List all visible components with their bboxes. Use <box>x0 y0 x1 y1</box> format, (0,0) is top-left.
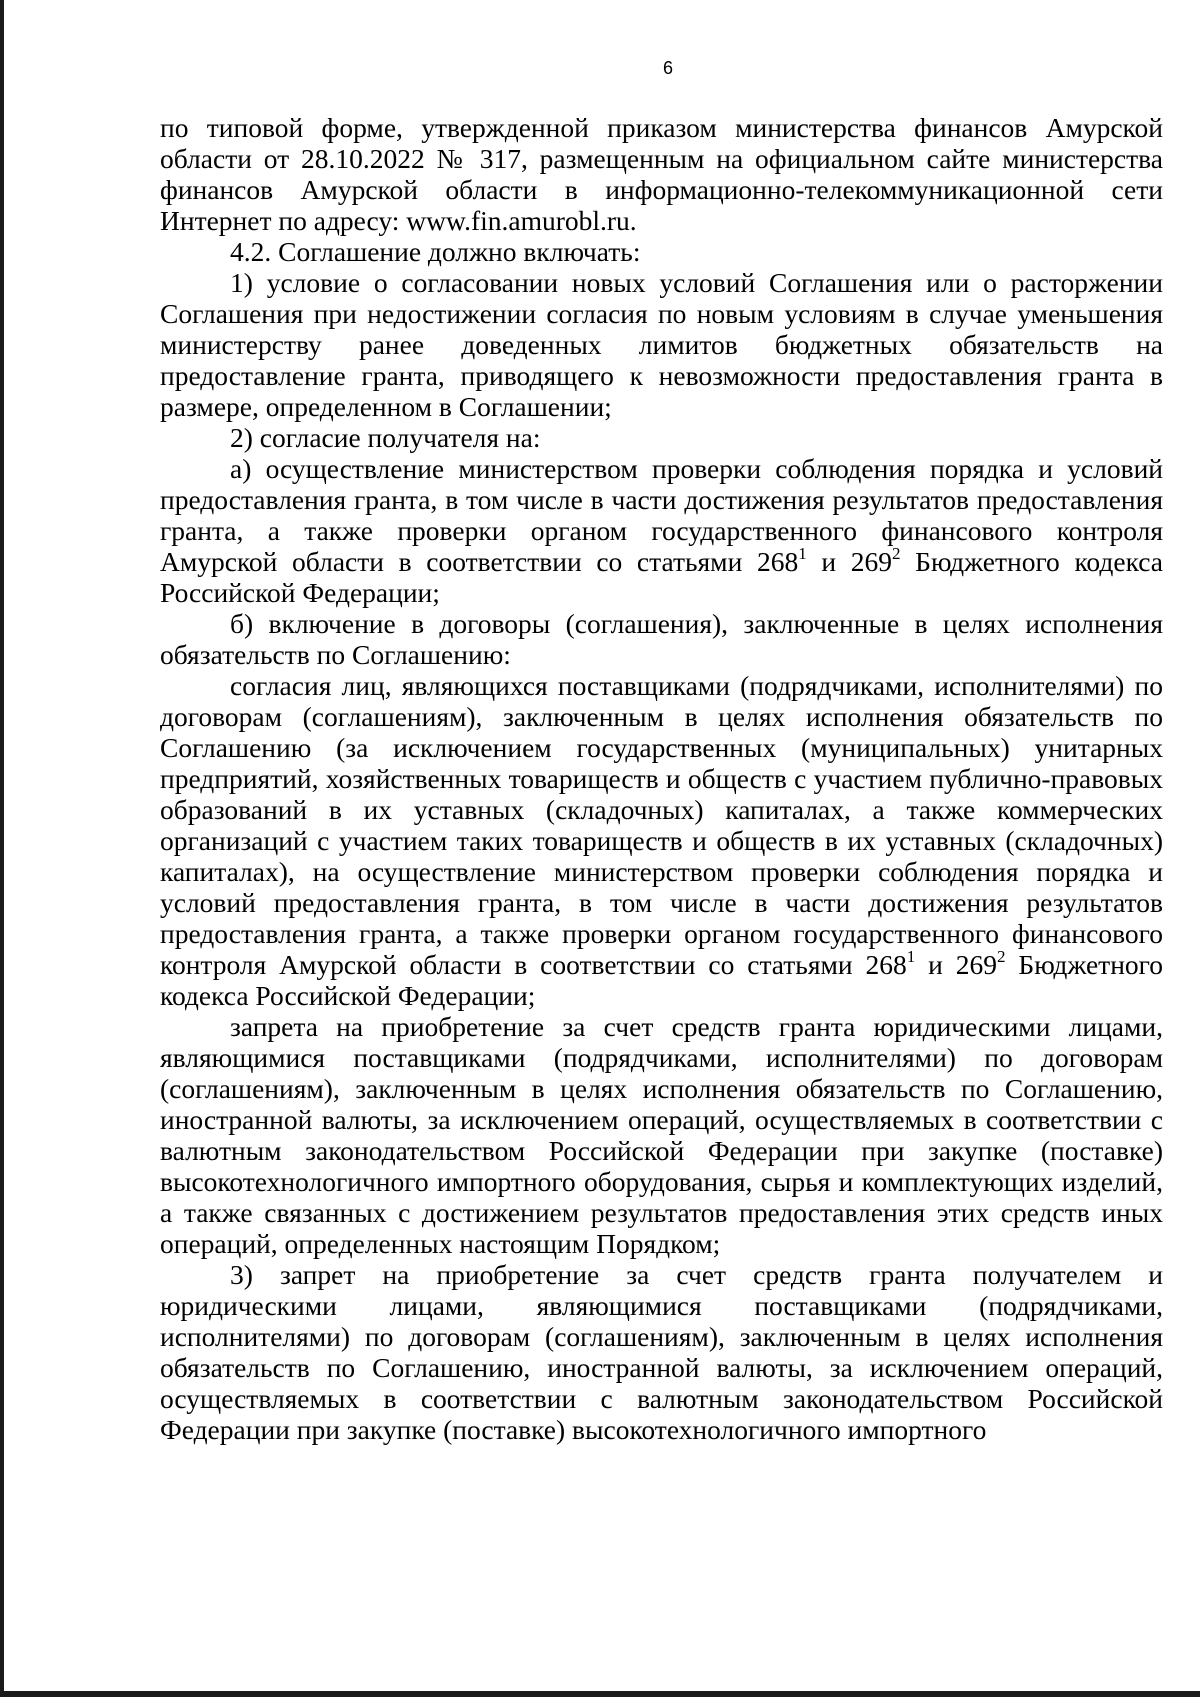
superscript: 2 <box>997 947 1006 967</box>
page-left-border <box>0 0 4 1697</box>
paragraph-text: 1) условие о согласовании новых условий Соглашения или о расторжении Соглашения при недостижении согласия по новым условиям в случае уменьшения министерству ранее доведенных лимитов бюджетных обязательств на предоставление гранта, приводящего к невозможности предоставления гранта в размере, определенном в Соглашении; <box>160 267 1163 422</box>
paragraph <box>160 453 1163 608</box>
paragraph-text: по типовой форме, утвержденной приказом министерства финансов Амурской области от 28.10.2022 № 317, размещенным на официальном сайте министерства финансов Амурской области в информационно-телекоммуникационной сети Интернет по адресу: www.fin.amurobl.ru. <box>160 112 1163 236</box>
paragraph <box>160 670 1163 1011</box>
paragraph-text: 3) запрет на приобретение за счет средств гранта получателем и юридическими лицами, являющимися поставщиками (подрядчиками, исполнителями) по договорам (соглашениям), заключенным в целях исполнения обязательств по Соглашению, иностранной валюты, за исключением операций, осуществляемых в соответствии с валютным законодательством Российской Федерации при закупке (поставке) высокотехнологичного импортного <box>160 1259 1163 1445</box>
paragraph-text: и 269 <box>806 546 893 577</box>
superscript: 2 <box>892 544 901 564</box>
paragraph-text: б) включение в договоры (соглашения), заключенные в целях исполнения обязательств по Соглашению: <box>160 608 1163 670</box>
superscript: 1 <box>798 544 807 564</box>
paragraph-text: а) осуществление министерством проверки соблюдения порядка и условий предоставления гранта, в том числе в части достижения результатов предоставления гранта, а также проверки органом государственного финансового контроля Амурской области в соответствии со статьями 268 <box>160 453 1163 577</box>
paragraph <box>160 608 1163 670</box>
page-number: 6 <box>662 58 673 78</box>
paragraph-text: запрета на приобретение за счет средств гранта юридическими лицами, являющимися поставщиками (подрядчиками, исполнителями) по договорам (соглашениям), заключенным в целях исполнения обязательств по Соглашению, иностранной валюты, за исключением операций, осуществляемых в соответствии с валютным законодательством Российской Федерации при закупке (поставке) высокотехнологичного импортного оборудования, сырья и комплектующих изделий, а также связанных с достижением результатов предоставления этих средств иных операций, определенных настоящим Порядком; <box>160 1011 1163 1259</box>
paragraph <box>160 267 1163 422</box>
paragraph <box>160 1011 1163 1259</box>
paragraph-text: Бюджетного кодекса Российской Федерации; <box>160 949 1164 1011</box>
superscript: 1 <box>906 947 916 967</box>
paragraph-text: согласия лиц, являющихся поставщиками (подрядчиками, исполнителями) по договорам (соглашениям), заключенным в целях исполнения обязательств по Соглашению (за исключением государственных (муниципальных) унитарных предприятий, хозяйственных товариществ и обществ с участием публично-правовых образований в их уставных (складочных) капиталах, а также коммерческих организаций с участием таких товариществ и обществ в их уставных (складочных) капиталах), на осуществление министерством проверки соблюдения порядка и условий предоставления гранта, в том числе в части достижения результатов предоставления гранта, а также проверки органом государственного финансового контроля Амурской области в соответствии со статьями 268 <box>160 670 1163 980</box>
paragraph-text: и 269 <box>915 949 997 980</box>
document-body <box>160 112 1163 1445</box>
paragraph <box>160 1259 1163 1445</box>
paragraph <box>160 422 1163 453</box>
paragraph <box>160 112 1163 236</box>
paragraph-text: 2) согласие получателя на: <box>230 422 541 453</box>
paragraph-text: 4.2. Соглашение должно включать: <box>230 236 641 267</box>
paragraph-text: Бюджетного кодекса Российской Федерации; <box>160 546 1163 608</box>
page-bottom-border <box>0 1691 1200 1697</box>
paragraph <box>160 236 1163 267</box>
